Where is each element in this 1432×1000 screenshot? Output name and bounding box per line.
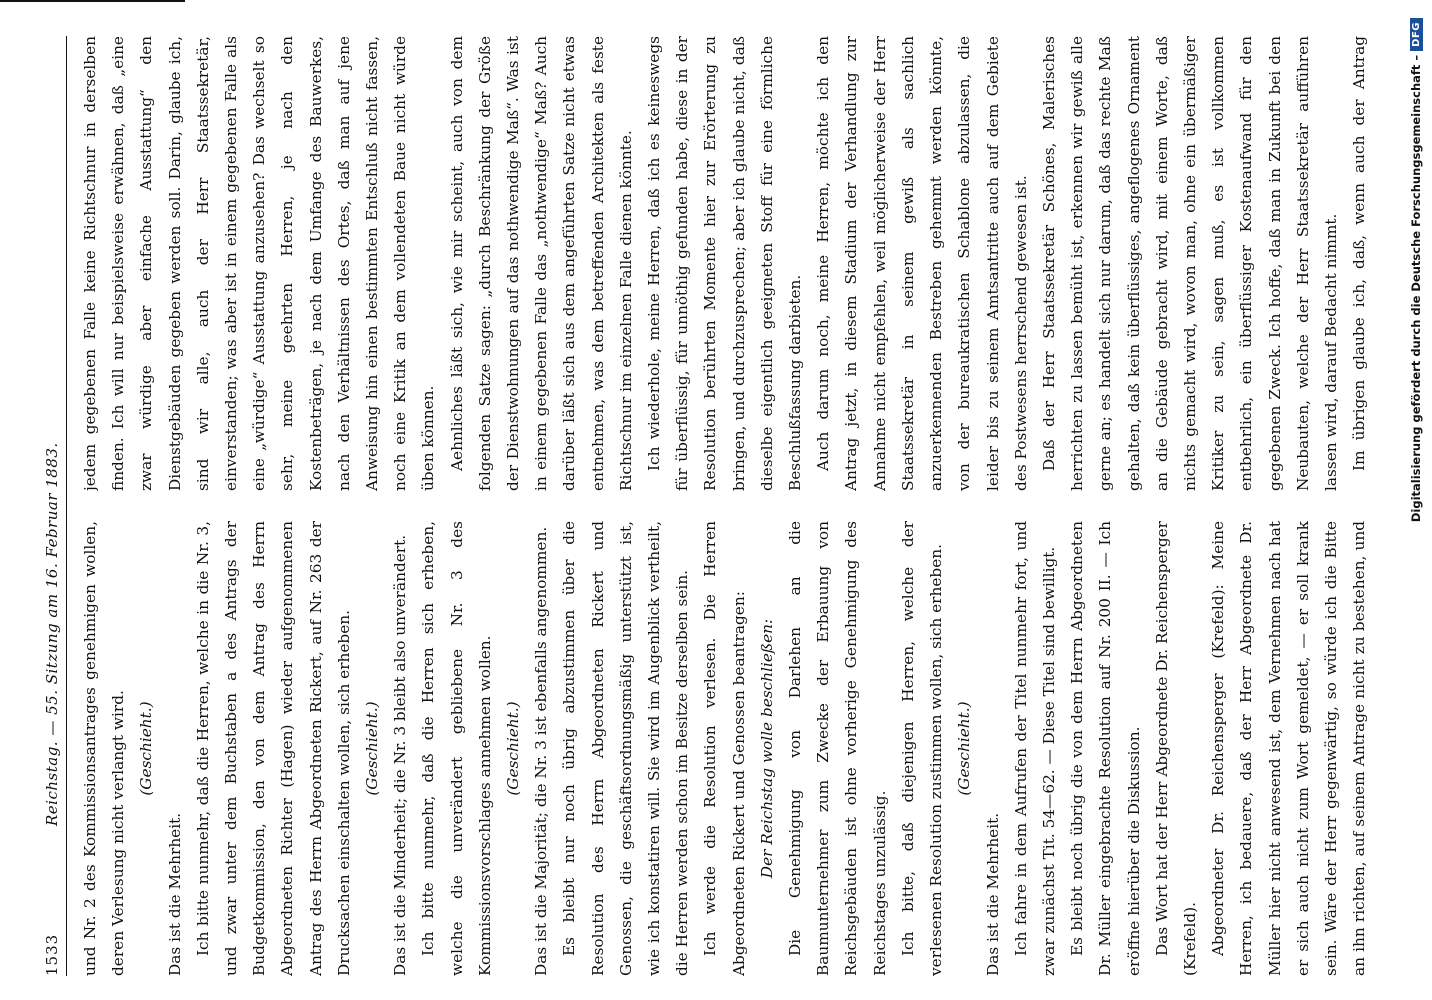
paragraph: Ich bitte, daß diejenigen Herren, welche der verlesenen Resolution zustimmen wollen, sich erheben. xyxy=(898,521,946,976)
paragraph: Das ist die Majorität; die Nr. 3 ist ebenfalls angenommen. xyxy=(532,526,551,976)
speech-paragraph: Abgeordneter Dr. Reichensperger (Krefeld): Meine Herren, ich bedauere, daß der Herr Abgeordnete Dr. Müller hier nicht anwesend ist, dem Vernehmen nach hat er sich auch nicht zum Wort gemeldet, — er soll krank sein. Wäre der Herr gegenwärtig, so würde ich die Bitte an ihn richten, auf seinem Antrage nicht zu bestehen, und xyxy=(1209,521,1369,976)
paragraph: Es bleibt nur noch übrig abzustimmen über die Resolution des Herrn Abgeordneten Rickert und Genossen, die geschäftsordnungsmäßig unterstützt ist, wie ich konstatiren will. Sie wird im Augenblick vertheilt, die Herren werden schon im Besitze derselben sein. xyxy=(560,521,692,976)
stage-direction: (Geschieht.) xyxy=(955,701,974,796)
stage-direction: (Geschieht.) xyxy=(137,701,156,796)
paragraph: und Nr. 2 des Kommissionsantrages genehmigen wollen, deren Verlesung nicht verlangt wird. xyxy=(81,521,128,976)
paragraph: Das Wort hat der Herr Abgeordnete Dr. Reichensperger (Krefeld). xyxy=(1152,521,1199,976)
running-header xyxy=(40,36,67,976)
paragraph: Ich bitte nunmehr, daß die Herren sich erheben, welche die unverändert gebliebene Nr. 3 des Kommissionsvorschlages annehmen wollen. xyxy=(419,521,494,976)
digitization-note xyxy=(1407,18,1425,978)
digitization-note-text: Digitalisierung gefördert durch die Deutsche Forschungsgemeinschaft – xyxy=(1409,54,1423,523)
paragraph: Aehnliches läßt sich, wie mir scheint, auch von dem folgenden Satze sagen: „durch Beschränkung der Größe der Dienstwohnungen auf das nothwendige Maß“. Was ist in einem gegebenen Falle das „nothwendige“ Maß? Auch darüber läßt sich aus dem angeführten Satze nicht etwas entnehmen, was dem betreffenden Architekten als feste Richtschnur im einzelnen Falle dienen könnte. xyxy=(447,36,635,491)
paragraph: Das ist die Minderheit; die Nr. 3 bleibt also unverändert. xyxy=(391,534,410,976)
paragraph: Auch darum noch, meine Herren, möchte ich den Antrag jetzt, in diesem Stadium der Verhandlung zur Annahme nicht empfehlen, weil möglicherweise der Herr Staatssekretär in seinem gewiß als sachlich anzuerkennenden Bestreben gehemmt werden könnte, von der bureaukratischen Schablone abzulassen, die leider bis zu seinem Amtsantritte auch auf dem Gebiete des Postwesens herrschend gewesen ist. xyxy=(814,36,1030,491)
page-number: 1533 xyxy=(43,933,61,976)
page-content-rotated xyxy=(40,36,1400,976)
resolution-text: Die Genehmigung von Darlehen an die Baumunternehmer zum Zwecke der Erbauung von Reichsgebäuden ist ohne vorherige Genehmigung des Reichstages unzulässig. xyxy=(786,521,889,976)
paragraph: Im übrigen glaube ich, daß, wenn auch der Antrag xyxy=(1350,36,1369,471)
paragraph: Ich werde die Resolution verlesen. Die Herren Abgeordneten Rickert und Genossen beantragen: xyxy=(701,521,748,976)
paragraph: Ich bitte nunmehr, daß die Herren, welche in die Nr. 3, und zwar unter dem Buchstaben a des Antrags der Budgetkommission, den von dem Antrag des Herrn Abgeordneten Richter (Hagen) wieder aufgenommenen Antrag des Herrn Abgeordneten Rickert, auf Nr. 263 der Drucksachen einschalten wollen, sich erheben. xyxy=(193,521,353,976)
paragraph: Ich wiederhole, meine Herren, daß ich es keineswegs für überflüssig, für unnöthig gefunden habe, diese in der Resolution berührten Momente hier zur Erörterung zu bringen, und durchzusprechen; aber ich glaube nicht, daß dieselbe eigentlich geeigneten Stoff für eine förmliche Beschlußfassung darbieten. xyxy=(645,36,805,491)
scanned-page xyxy=(40,36,1400,976)
paragraph: Das ist die Mehrheit. xyxy=(983,812,1002,976)
scan-edge-line xyxy=(0,0,185,2)
paragraph: Ich fahre in dem Aufrufen der Titel nunmehr fort, und zwar zunächst Tit. 54—62. — Diese Titel sind bewilligt. xyxy=(1011,521,1058,976)
paragraph: Daß der Herr Staatssekretär Schönes, Malerisches herrichten zu lassen bemüht ist, erkennen wir gewiß alle gerne an; es handelt sich nur darum, daß das rechte Maß gehalten, daß kein überflüssiges, angeflogenes Ornament an die Gebäude gebracht wird, mit einem Worte, daß nichts gemacht wird, wovon man, ohne ein übermäßiger Kritiker zu sein, sagen muß, es ist vollkommen entbehrlich, ein überflüssiger Kostenaufwand für den gegebenen Zweck. Ich hoffe, daß man in Zukunft bei den Neubauten, welche der Herr Staatssekretär aufführen lassen wird, darauf Bedacht nimmt. xyxy=(1039,36,1340,491)
dfg-logo: DFG xyxy=(1410,18,1423,51)
stage-direction: (Geschieht.) xyxy=(504,701,523,796)
left-column xyxy=(76,521,1376,976)
resolution-heading: Der Reichstag wolle beschließen: xyxy=(757,618,776,879)
right-column xyxy=(76,36,1376,491)
digitization-note-rotated xyxy=(1407,18,1425,978)
page-title: Reichstag. — 55. Sitzung am 16. Februar 1883. xyxy=(43,442,61,826)
paragraph: jedem gegebenen Falle keine Richtschnur in derselben finden. Ich will nur beispielsweise erwähnen, daß „eine zwar würdige aber einfache Ausstattung“ den Dienstgebäuden gegeben werden soll. Darin, glaube ich, sind wir alle, auch der Herr Staatssekretär, einverstanden; was aber ist in einem gegebenen Falle als eine „würdige“ Ausstattung anzusehen? Das wechselt so sehr, meine geehrten Herren, je nach den Kostenbeträgen, je nach dem Umfange des Bauwerkes, nach den Verhältnissen des Ortes, daß man auf jene Anweisung hin einen bestimmten Entschluß nicht fassen, noch eine Kritik an dem vollendeten Baue nicht würde üben können. xyxy=(81,36,438,491)
paragraph: Es bleibt noch übrig die von dem Herrn Abgeordneten Dr. Müller eingebrachte Resolution auf Nr. 200 II. — Ich eröffne hierüber die Diskussion. xyxy=(1068,521,1143,976)
paragraph: Das ist die Mehrheit. xyxy=(165,812,184,976)
stage-direction: (Geschieht.) xyxy=(363,701,382,796)
